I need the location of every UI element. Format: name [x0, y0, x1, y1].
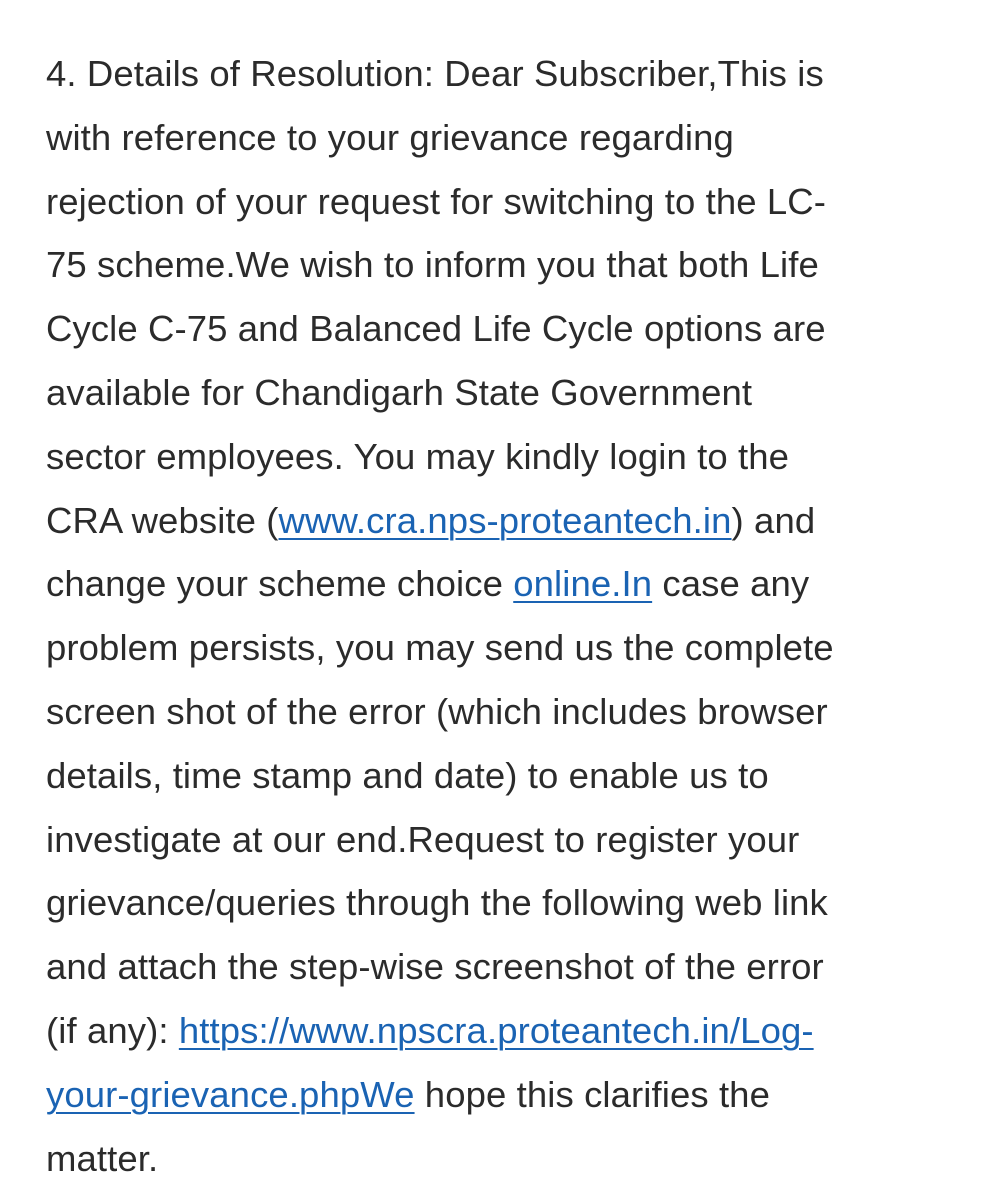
text-line: screen shot of the error (which includes browser	[46, 690, 828, 732]
text-line: available for Chandigarh State Government	[46, 371, 753, 413]
text-line: details, time stamp and date) to enable us to	[46, 754, 769, 796]
text-line: rejection of your request for switching to the LC-	[46, 180, 826, 222]
text-line: sector employees. You may kindly login to the	[46, 435, 790, 477]
text-line: matter.	[46, 1137, 159, 1179]
online-link[interactable]: online.In	[513, 563, 653, 605]
cra-website-link[interactable]: www.cra.nps-proteantech.in	[278, 499, 732, 541]
text-line: investigate at our end.Request to register your	[46, 818, 800, 860]
text-line: and attach the step-wise screenshot of the error	[46, 946, 824, 988]
text-line	[46, 552, 950, 616]
grievance-link[interactable]: https://www.npscra.proteantech.in/Log-	[178, 1009, 814, 1051]
resolution-text	[46, 42, 950, 1190]
text-line: 75 scheme.We wish to inform you that both Life	[46, 244, 819, 286]
text-fragment: CRA website (	[46, 499, 279, 541]
text-line	[46, 1063, 950, 1127]
text-fragment: (if any):	[46, 1009, 179, 1051]
text-line: problem persists, you may send us the complete	[46, 627, 834, 669]
text-fragment: change your scheme choice	[46, 563, 514, 605]
text-line: 4. Details of Resolution: Dear Subscriber,This is	[46, 53, 824, 94]
text-fragment: ) and	[731, 499, 816, 541]
grievance-link-continued[interactable]: your-grievance.phpWe	[46, 1073, 415, 1115]
text-line	[46, 489, 950, 553]
text-fragment: hope this clarifies the	[414, 1073, 770, 1115]
text-line: grievance/queries through the following web link	[46, 882, 828, 924]
text-line: Cycle C-75 and Balanced Life Cycle options are	[46, 308, 826, 350]
text-fragment: case any	[652, 563, 810, 605]
text-line	[46, 999, 950, 1063]
text-line: with reference to your grievance regarding	[46, 116, 734, 158]
